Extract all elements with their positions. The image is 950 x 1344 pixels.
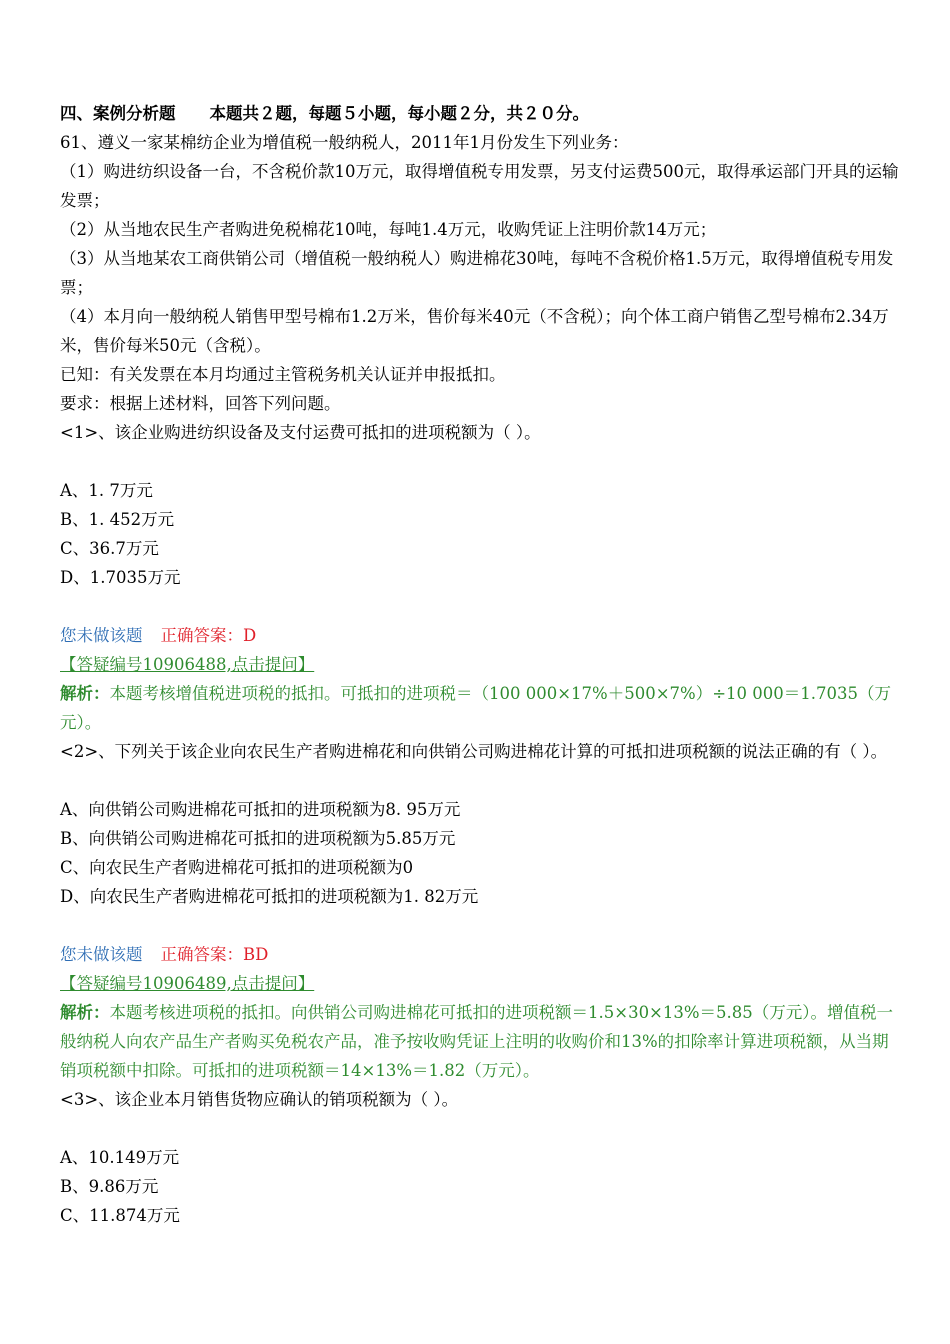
document-page [60,99,900,1230]
option-d[interactable]: D、1.7035万元 [60,568,181,587]
option-b[interactable]: B、9.86万元 [60,1177,159,1196]
option-c[interactable]: C、36.7万元 [60,539,159,558]
option-a[interactable]: A、10.149万元 [60,1148,180,1167]
section-heading [60,99,900,128]
section-info: 本题共２题，每题５小题，每小题２分，共２０分。 [209,104,589,123]
option-b[interactable]: B、向供销公司购进棉花可抵扣的进项税额为5.85万元 [60,829,456,848]
ask-question-link[interactable]: 【答疑编号10906489,点击提问】 [60,974,315,993]
correct-answer: 正确答案：BD [160,945,269,964]
analysis [60,679,900,737]
option-a[interactable]: A、1. 7万元 [60,481,153,500]
analysis-text: 本题考核增值税进项税的抵扣。可抵扣的进项税＝（100 000×17%＋500×7%）÷10 000＝1.7035（万元）。 [60,684,892,732]
option-d[interactable]: D、向农民生产者购进棉花可抵扣的进项税额为1. 82万元 [60,887,479,906]
case-requirement: 要求：根据上述材料，回答下列问题。 [60,394,341,413]
option-a[interactable]: A、向供销公司购进棉花可抵扣的进项税额为8. 95万元 [60,800,461,819]
case-item-3: （3）从当地某农工商供销公司（增值税一般纳税人）购进棉花30吨，每吨不含税价格1.5万元，取得增值税专用发票； [60,249,894,297]
option-c[interactable]: C、11.874万元 [60,1206,180,1225]
option-c[interactable]: C、向农民生产者购进棉花可抵扣的进项税额为0 [60,858,414,877]
case-item-1: （1）购进纺织设备一台，不含税价款10万元，取得增值税专用发票，另支付运费500元，取得承运部门开具的运输发票； [60,162,899,210]
question-stem: <1>、该企业购进纺织设备及支付运费可抵扣的进项税额为（ ）。 [60,423,541,442]
analysis-text: 本题考核进项税的抵扣。向供销公司购进棉花可抵扣的进项税额＝1.5×30×13%＝5.85（万元）。增值税一般纳税人向农产品生产者购买免税农产品，准予按收购凭证上注明的收购价和13%的扣除率计算进项税额，从当期销项税额中扣除。可抵扣的进项税额＝14×13%＝1.82（万元）。 [60,1003,894,1080]
analysis-label: 解析： [60,684,110,703]
case-item-2: （2）从当地农民生产者购进免税棉花10吨，每吨1.4万元，收购凭证上注明价款14万元； [60,220,717,239]
correct-answer: 正确答案：D [160,626,257,645]
section-title: 四、案例分析题 [60,104,176,123]
analysis [60,998,900,1085]
not-answered-status: 您未做该题 [60,945,143,964]
not-answered-status: 您未做该题 [60,626,143,645]
question-stem: <3>、该企业本月销售货物应确认的销项税额为（ ）。 [60,1090,459,1109]
case-item-4: （4）本月向一般纳税人销售甲型号棉布1.2万米，售价每米40元（不含税）；向个体工商户销售乙型号棉布2.34万米，售价每米50元（含税）。 [60,307,889,355]
case-known: 已知：有关发票在本月均通过主管税务机关认证并申报抵扣。 [60,365,506,384]
question-stem: <2>、下列关于该企业向农民生产者购进棉花和向供销公司购进棉花计算的可抵扣进项税额的说法正确的有（ ）。 [60,742,888,761]
case-intro: 61、遵义一家某棉纺企业为增值税一般纳税人，2011年1月份发生下列业务： [60,133,629,152]
ask-question-link[interactable]: 【答疑编号10906488,点击提问】 [60,655,315,674]
answer-status-row [60,621,900,650]
answer-status-row [60,940,900,969]
option-b[interactable]: B、1. 452万元 [60,510,175,529]
analysis-label: 解析： [60,1003,110,1022]
